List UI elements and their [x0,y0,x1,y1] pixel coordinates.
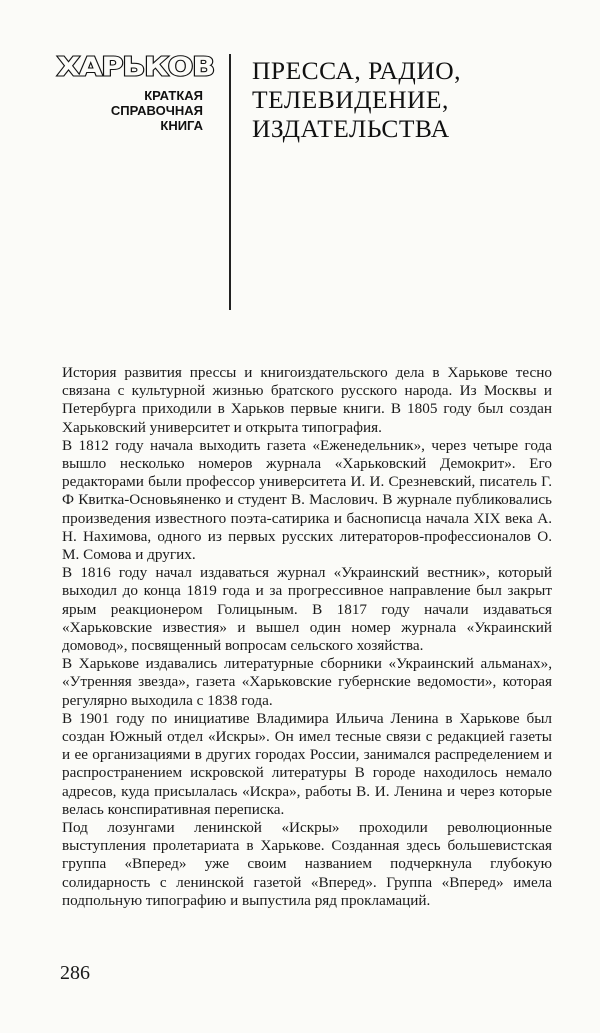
section-title-line: ИЗДАТЕЛЬСТВА [252,114,450,143]
paragraph: В Харькове издавались литературные сборники «Украинский альманах», «Утренняя звезда», газета «Харьковские губернские ведомости», которая регулярно выходила с 1838 года. [62,655,552,709]
section-title-line: ПРЕССА, РАДИО, [252,56,462,85]
paragraph: Под лозунгами ленинской «Искры» проходили революционные выступления пролетариата в Харькове. Созданная здесь большевистская группа «Вперед» уже своим названием подчеркнула глубокую солидарность с ленинской газетой «Вперед». Группа «Вперед» имела подпольную типографию и выпустила ряд прокламаций. [62,819,552,909]
article-body [62,364,552,910]
section-title-line: ТЕЛЕВИДЕНИЕ, [252,85,449,114]
vertical-divider [229,54,231,310]
section-title [252,56,572,143]
paragraph: В 1901 году по инициативе Владимира Ильича Ленина в Харькове был создан Южный отдел «Искры». Он имел тесные связи с редакцией газеты и ее организациями в других городах России, занимался распределением и распространением искровской литературы В городе находилось немало адресов, куда присылалась «Искра», работы В. И. Ленина и через которые велась конспиративная переписка. [62,709,552,818]
logo-title: ХАРЬКОВ [57,52,215,83]
paragraph: В 1816 году начал издаваться журнал «Украинский вестник», который выходил до конца 1819 года и за прогрессивное направление был закрыт ярым реакционером Голицыным. В 1817 году начали издаваться «Харьковские известия» и вышел один номер журнала «Украинский домовод», посвященный вопросам сельского хозяйства. [62,564,552,655]
page-number: 286 [60,962,90,984]
logo-subtitle-line: КРАТКАЯ [144,88,203,103]
logo-subtitle-line: КНИГА [160,118,203,133]
logo-subtitle-line: СПРАВОЧНАЯ [110,103,203,118]
logo-subtitle [57,88,203,133]
paragraph: История развития прессы и книгоиздательского дела в Харькове тесно связана с культурной жизнью братского русского народа. Из Москвы и Петербурга приходили в Харьков первые книги. В 1805 году был создан Харьковский университет и открыта типография. [62,364,552,436]
paragraph: В 1812 году начала выходить газета «Еженедельник», через четыре года вышло несколько номеров журнала «Харьковский Демокрит». Его редакторами были профессор университета И. И. Срезневский, писатель Г. Ф Квитка-Основьяненко и студент В. Маслович. В журнале публиковались произведения известного поэта-сатирика и баснописца начала XIX века А. Н. Нахимова, одного из первых русских литераторов-профессионалов О. М. Сомова и других. [62,436,552,564]
